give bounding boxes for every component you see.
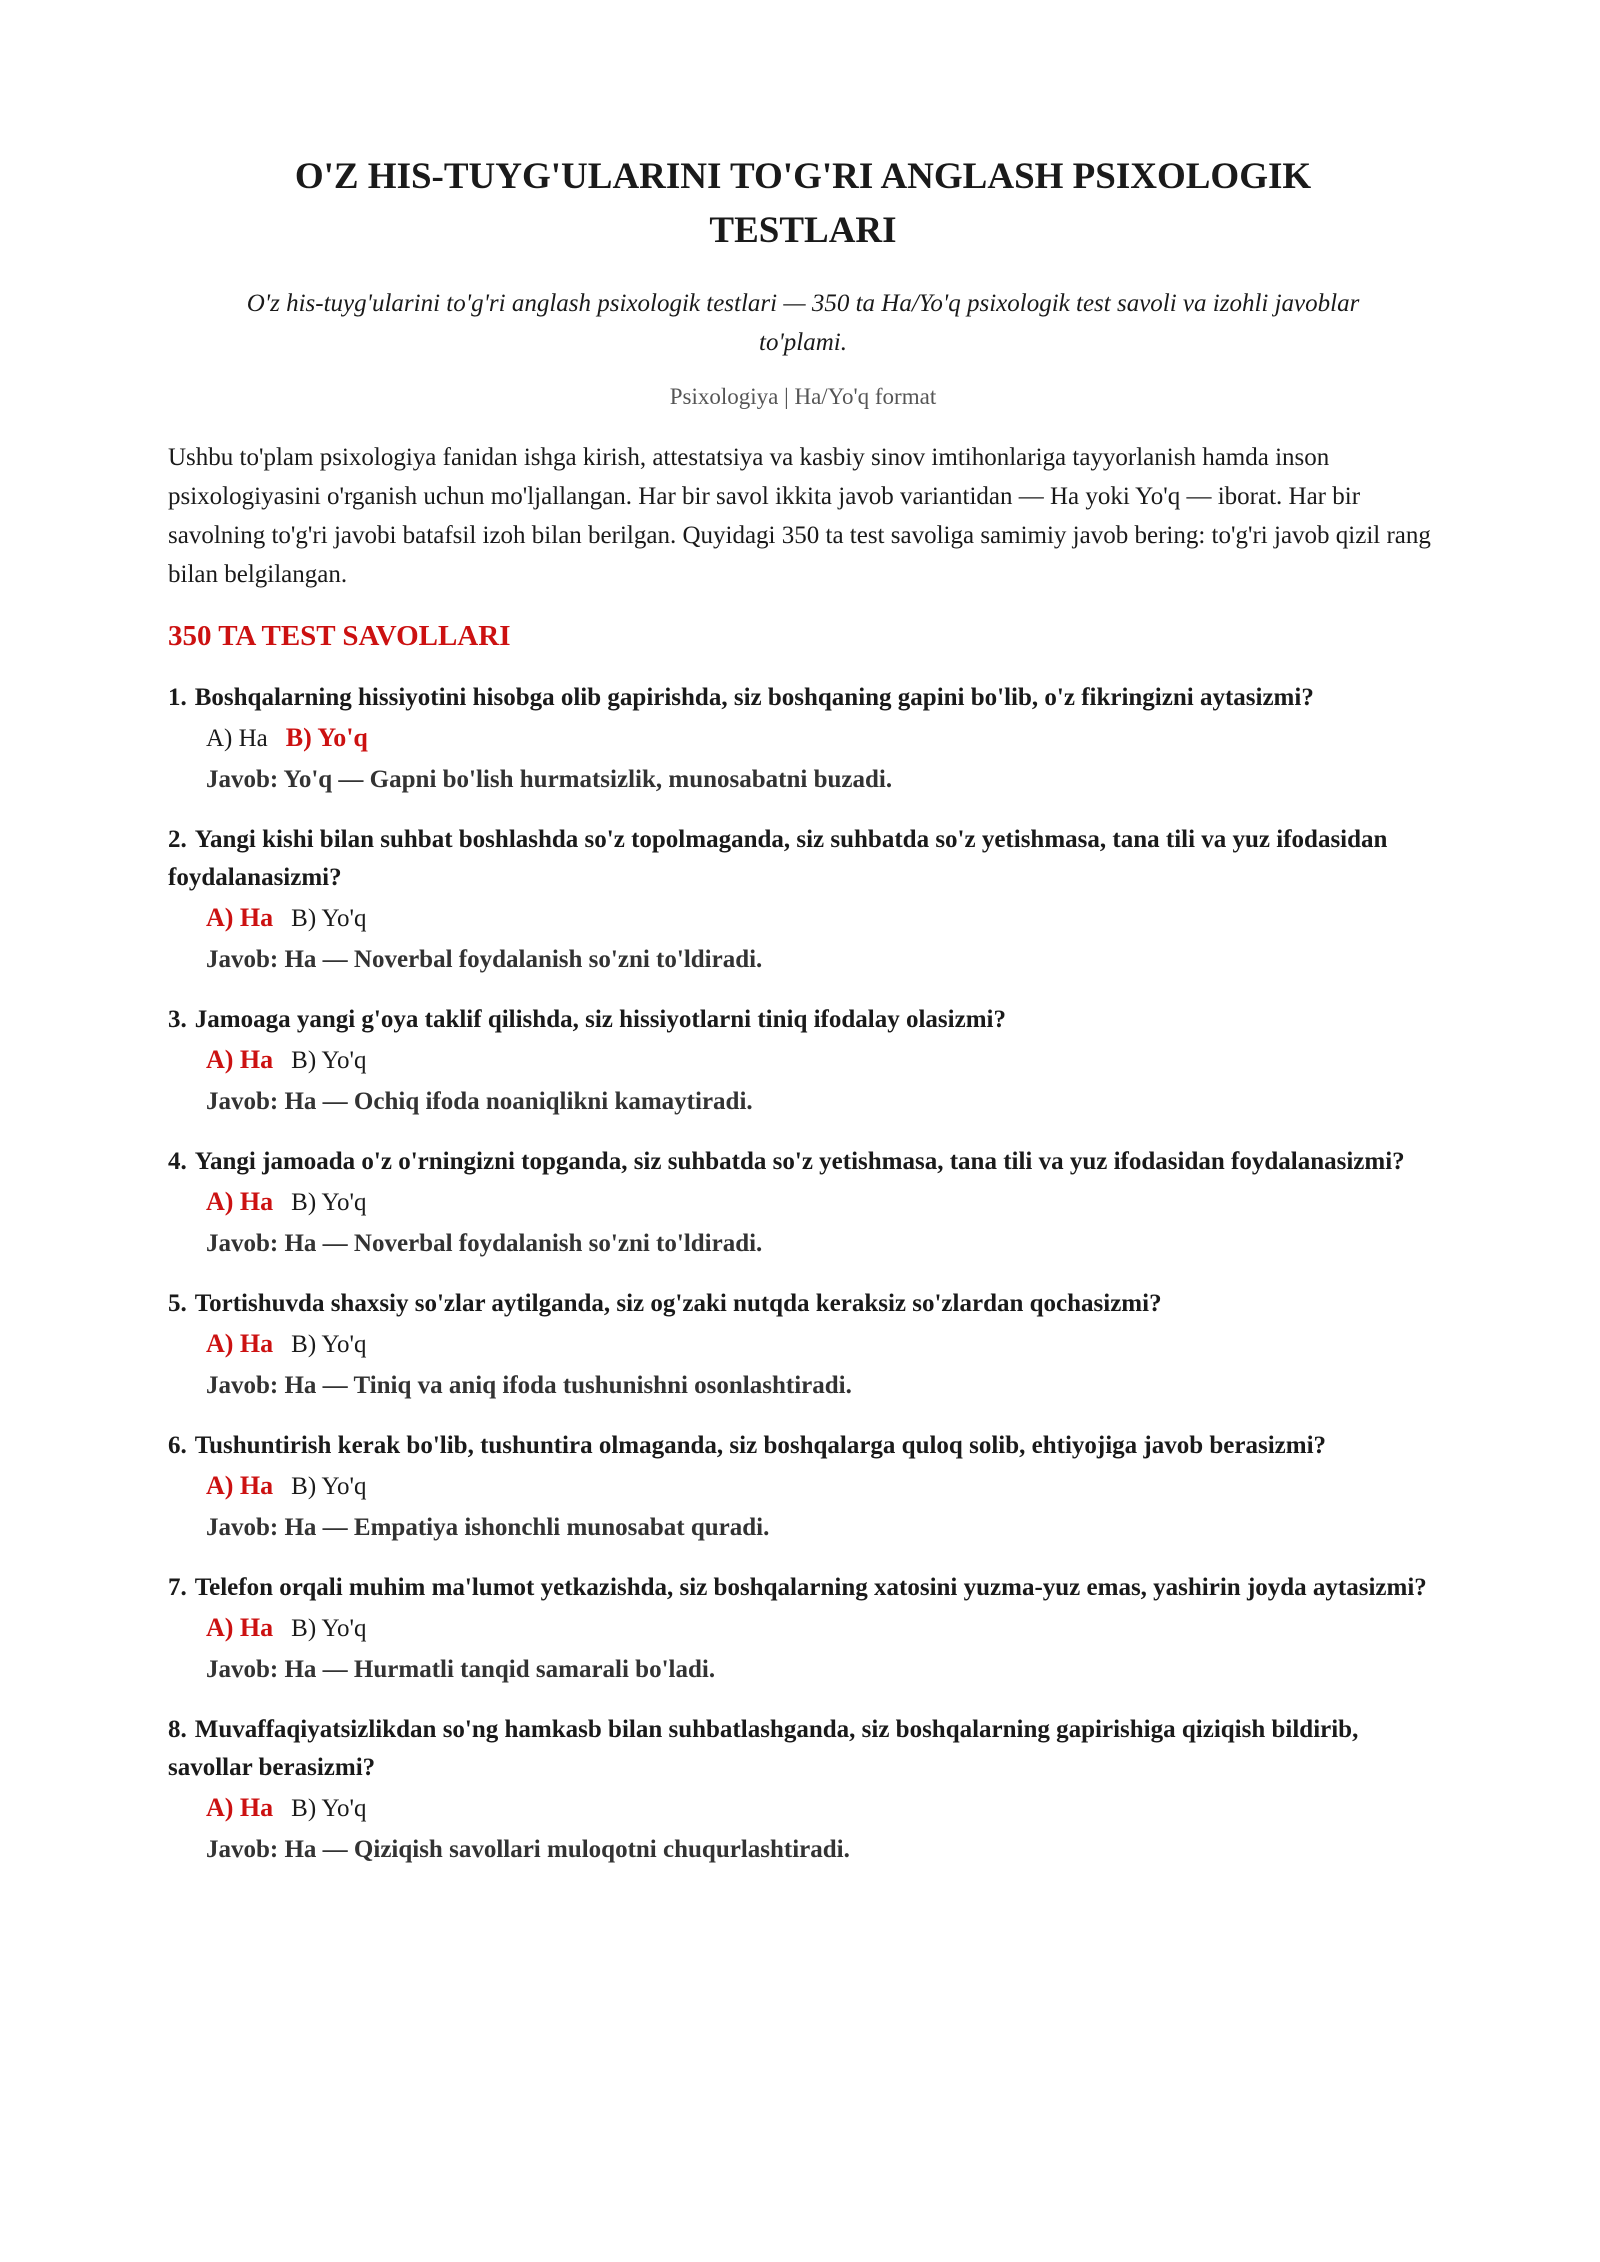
question-item [168,1143,1438,1264]
question-number: 5. [168,1290,187,1317]
answer-options [168,717,1438,760]
question-text: Jamoaga yangi g'oya taklif qilishda, siz hissiyotlarni tiniq ifodalay olasizmi? [194,1006,1006,1033]
section-title: 350 TA TEST SAVOLLARI [168,620,511,652]
question-item [168,1427,1438,1548]
option-a: A) Ha [206,1329,274,1358]
question-number: 7. [168,1574,187,1601]
option-a: A) Ha [206,1045,274,1074]
document-subtitle: O'z his-tuyg'ularini to'g'ri anglash psixologik testlari — 350 ta Ha/Yo'q psixologik test savoli va izohli javoblar to'plami. [246,290,1360,356]
answer-explanation: Javob: Ha — Hurmatli tanqid samarali bo'ladi. [206,1656,716,1683]
question-text-block [168,821,1438,897]
answer-explanation: Javob: Ha — Qiziqish savollari muloqotni chuqurlashtiradi. [206,1836,850,1863]
answer-explanation: Javob: Ha — Ochiq ifoda noaniqlikni kamaytiradi. [206,1088,753,1115]
option-b: B) Yo'q [291,1047,367,1074]
answer-explanation: Javob: Ha — Noverbal foydalanish so'zni to'ldiradi. [206,946,763,973]
answer-explanation: Javob: Ha — Noverbal foydalanish so'zni to'ldiradi. [206,1230,763,1257]
question-text: Tushuntirish kerak bo'lib, tushuntira olmaganda, siz boshqalarga quloq solib, ehtiyojiga javob berasizmi? [194,1432,1327,1459]
question-item [168,679,1438,800]
option-b: B) Yo'q [291,1473,367,1500]
question-text-block [168,1285,1438,1323]
option-b: B) Yo'q [291,905,367,932]
question-number: 2. [168,826,187,853]
question-item [168,1711,1438,1870]
answer-options [168,1787,1438,1830]
question-item [168,1569,1438,1690]
answer-options [168,1607,1438,1650]
document-page [168,150,1438,1891]
answer-explanation: Javob: Yo'q — Gapni bo'lish hurmatsizlik, munosabatni buzadi. [206,766,893,793]
question-text: Muvaffaqiyatsizlikdan so'ng hamkasb bilan suhbatlashganda, siz boshqalarning gapirishiga qiziqish bildirib, savollar berasizmi? [168,1716,1359,1781]
question-item [168,1285,1438,1406]
option-b: B) Yo'q [291,1331,367,1358]
document-meta: Psixologiya | Ha/Yo'q format [669,384,937,409]
intro-paragraph: Ushbu to'plam psixologiya fanidan ishga kirish, attestatsiya va kasbiy sinov imtihonlariga tayyorlanish hamda inson psixologiyasini o'rganish uchun mo'ljallangan. Har bir savol ikkita javob variantidan — Ha yoki Yo'q — iborat. Har bir savolning to'g'ri javobi batafsil izoh bilan berilgan. Quyidagi 350 ta test savoliga samimiy javob bering: to'g'ri javob qizil rang bilan belgilangan. [168,444,1431,588]
question-item [168,1001,1438,1122]
question-number: 4. [168,1148,187,1175]
answer-options [168,1465,1438,1508]
document-title: O'Z HIS-TUYG'ULARINI TO'G'RI ANGLASH PSIXOLOGIK TESTLARI [294,156,1312,251]
question-text: Yangi jamoada o'z o'rningizni topganda, siz suhbatda so'z yetishmasa, tana tili va yuz ifodasidan foydalanasizmi? [194,1148,1405,1175]
question-text-block [168,1427,1438,1465]
question-text-block [168,1143,1438,1181]
option-b: B) Yo'q [291,1189,367,1216]
question-number: 6. [168,1432,187,1459]
answer-options [168,1039,1438,1082]
answer-options [168,1323,1438,1366]
option-a: A) Ha [206,1613,274,1642]
question-text: Boshqalarning hissiyotini hisobga olib gapirishda, siz boshqaning gapini bo'lib, o'z fikringizni aytasizmi? [194,684,1314,711]
option-b: B) Yo'q [285,723,368,752]
question-list [168,679,1438,1870]
question-text-block [168,1001,1438,1039]
option-a: A) Ha [206,725,268,752]
question-text-block [168,1711,1438,1787]
option-a: A) Ha [206,1793,274,1822]
option-a: A) Ha [206,903,274,932]
question-text-block [168,679,1438,717]
answer-explanation: Javob: Ha — Tiniq va aniq ifoda tushunishni osonlashtiradi. [206,1372,852,1399]
answer-explanation: Javob: Ha — Empatiya ishonchli munosabat quradi. [206,1514,770,1541]
answer-options [168,897,1438,940]
option-a: A) Ha [206,1471,274,1500]
question-text: Tortishuvda shaxsiy so'zlar aytilganda, siz og'zaki nutqda keraksiz so'zlardan qochasizmi? [194,1290,1162,1317]
option-b: B) Yo'q [291,1615,367,1642]
question-text-block [168,1569,1438,1607]
option-a: A) Ha [206,1187,274,1216]
question-text: Telefon orqali muhim ma'lumot yetkazishda, siz boshqalarning xatosini yuzma-yuz emas, yashirin joyda aytasizmi? [194,1574,1427,1601]
question-number: 3. [168,1006,187,1033]
question-number: 1. [168,684,187,711]
answer-options [168,1181,1438,1224]
question-number: 8. [168,1716,187,1743]
option-b: B) Yo'q [291,1795,367,1822]
question-text: Yangi kishi bilan suhbat boshlashda so'z topolmaganda, siz suhbatda so'z yetishmasa, tana tili va yuz ifodasidan foydalanasizmi? [168,826,1388,891]
question-item [168,821,1438,980]
